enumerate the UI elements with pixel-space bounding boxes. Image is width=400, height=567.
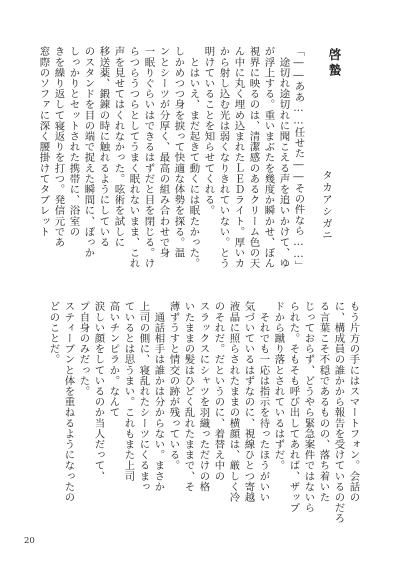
text-column: ドから蹴り落とされているはずだ。 [272,301,285,471]
text-column: のそれだ。だというのに、着替え中の [212,301,225,482]
text-column: 移送薬、鍛錬の時に触れるようにしている [97,46,110,248]
text-column: ん中に丸く埋め込まれたＬＥＤライト。厚いカ [232,46,245,269]
text-column: が浮上する。重いまぶたを幾度か瞬かせ、ぼん [262,46,275,269]
text-column: とはいえ、まだ起きて動くには眠たかった。 [187,46,200,269]
text-column: スティーブンと体を重ねるようになったの [62,301,75,503]
text-column: きを繰り返して寝返りを打つ。発信元であ [52,46,65,248]
text-column: 「――ああ……任せた――その件なら……」 [292,46,305,271]
text-column: しっかりとセットされた携帯に、浴室の [67,46,80,237]
text-column: 途切れ途切れに聞こえる声を追いかけて、ゆ [277,46,290,269]
text-column: 液晶に照らされたままの横顔は、厳しく冷 [227,301,240,503]
text-column: 一眠りぐらいはできるはずだと目を閉じる。け [142,46,155,269]
text-column: 窓際のソファに深く腰掛けてタブレット [37,46,50,237]
text-column: らつらうつらとしてうまく眠れないまま、これ [127,46,140,269]
text-column: プ自身のみだった。 [77,301,90,397]
text-column: ているとは思うまい。これもまた上司 [122,301,135,482]
text-column: 声を見せてはくれなかった。呟術を試しに [112,46,125,248]
text-column: じっておらず、どうやら緊急案件ではないら [302,301,315,513]
text-column: スラックスにシャツを羽織っただけの格 [197,301,210,492]
text-column: に、構成員の誰かから報告を受けているのだろ [332,301,345,524]
text-column: 通話相手は誰かは分からない。まさか [152,301,165,492]
text-column: しかめつつ身を捩って快適な体勢を探る。温 [172,46,185,258]
text-column: 気づいているはずなのに、視線ひとつ寄越 [242,301,255,503]
text-column: のスタンドを目の端で捉えた瞬間に、ぽっか [82,46,95,258]
text-column: それでも一応は指示を待ったほうがいい [257,301,270,503]
text-column: どのことだ。 [47,301,60,365]
page-number: 20 [24,536,35,546]
text-column: ンとシーツが分厚く、最高の組み合わせで身 [157,46,170,258]
chapter-title: 啓蟄 [327,48,342,79]
text-column: 高いチンピラか。なんて [107,301,120,418]
author-name: タカアシガニ [320,170,332,242]
text-column: から射し込む光は弱くなりきれていない。とう [217,46,230,269]
text-column: 薄ずうすと情交の跡が残っている。 [167,301,180,471]
text-column: もう片方の手にはスマートフォン。会話の [347,301,360,503]
text-column: 明けていることを知らせてくれる。 [202,46,215,216]
text-column: られた。そもそも呼び出してあれば、ザップ [287,301,300,513]
text-column: いたままの髪はひどく乱れたままで、そ [182,301,195,492]
text-column: 涙しい顔をしているのか当人だって、 [92,301,105,482]
text-column: る言葉こそ不穏であるものの、落ち着いた [317,301,330,503]
text-column: 視界に映るのは、清潔感のあるクリーム色の天 [247,46,260,269]
text-column: 上司の側に、寝乱れたシーツにくるまっ [137,301,150,492]
